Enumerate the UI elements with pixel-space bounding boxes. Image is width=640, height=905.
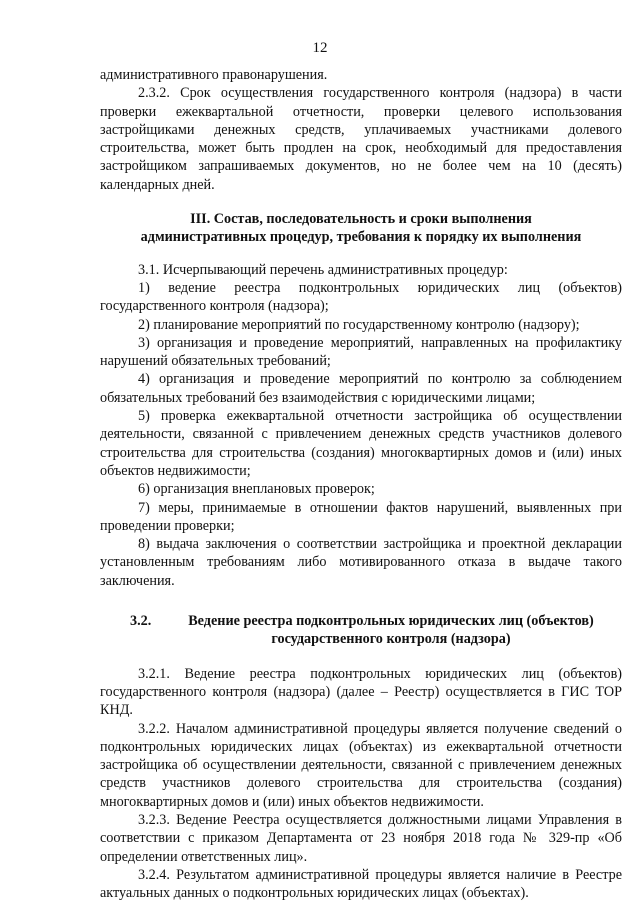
paragraph-3-2-1: 3.2.1. Ведение реестра подконтрольных юридических лиц (объектов) государственного контроля (надзора) (далее – Реестр) осуществляется в ГИС ТОР КНД. — [100, 665, 622, 719]
paragraph-3-2-2: 3.2.2. Началом административной процедуры является получение сведений о подконтрольных юридических лицах (объектах) из ежеквартальной отчетности застройщика об осуществлении деятельности, связанной с привлечением денежных средств участников долевого строительства для строительства (создания) многоквартирных домов и (или) иных объектов недвижимости. — [100, 720, 622, 810]
list-item-5: 5) проверка ежеквартальной отчетности застройщика об осуществлении деятельности, связанной с привлечением денежных средств участников долевого строительства для строительства (создания) многоквартирных домов и (или) иных объектов недвижимости; — [100, 408, 622, 479]
section-3-2-heading-line-2: государственного контроля (надзора) — [271, 631, 511, 648]
paragraph-3-2-4: 3.2.4. Результатом административной процедуры является наличие в Реестре актуальных данных о подконтрольных юридических лицах (объектах). — [100, 866, 622, 902]
list-item-7: 7) меры, принимаемые в отношении фактов нарушений, выявленных при проведении проверки; — [100, 499, 622, 534]
paragraph-2-3-2: 2.3.2. Срок осуществления государственного контроля (надзора) в части проверки ежеквартальной отчетности, проверки целевого использования застройщиками денежных средств, уплачиваемых участниками долевого строительства, может быть продлен на срок, необходимый для предоставления застройщиком запрашиваемых документов, но не более чем на 10 (десять) календарных дней. — [100, 85, 622, 193]
list-item-1: 1) ведение реестра подконтрольных юридических лиц (объектов) государственного контроля (надзора); — [100, 279, 622, 315]
list-item-2: 2) планирование мероприятий по государственному контролю (надзору); — [138, 316, 580, 333]
section-3-2-heading — [100, 612, 622, 649]
list-item-3: 3) организация и проведение мероприятий, направленных на профилактику нарушений обязательных требований; — [100, 334, 622, 370]
section-3-heading-line-2: административных процедур, требования к порядку их выполнения — [140, 229, 582, 246]
list-item-4: 4) организация и проведение мероприятий по контролю за соблюдением обязательных требований без взаимодействия с юридическими лицами; — [100, 371, 622, 406]
document-body — [100, 66, 622, 902]
paragraph-3-1: 3.1. Исчерпывающий перечень административных процедур: — [138, 261, 508, 278]
paragraph-3-2-3: 3.2.3. Ведение Реестра осуществляется должностными лицами Управления в соответствии с приказом Департамента от 23 ноября 2018 года № 329-пр «Об определении ответственных лиц». — [100, 811, 622, 865]
list-item-8: 8) выдача заключения о соответствии застройщика и проектной декларации установленным требованиям либо мотивированного отказа в выдаче такого заключения. — [100, 536, 622, 589]
section-3-2-number: 3.2. — [130, 613, 152, 630]
page-number: 12 — [312, 40, 328, 56]
section-3-heading — [100, 210, 622, 247]
section-3-heading-line-1: III. Состав, последовательность и сроки выполнения — [190, 211, 532, 228]
paragraph-continuation: административного правонарушения. — [100, 67, 328, 83]
list-item-6: 6) организация внеплановых проверок; — [138, 481, 375, 498]
section-3-2-heading-line-1: Ведение реестра подконтрольных юридических лиц (объектов) — [188, 613, 594, 630]
